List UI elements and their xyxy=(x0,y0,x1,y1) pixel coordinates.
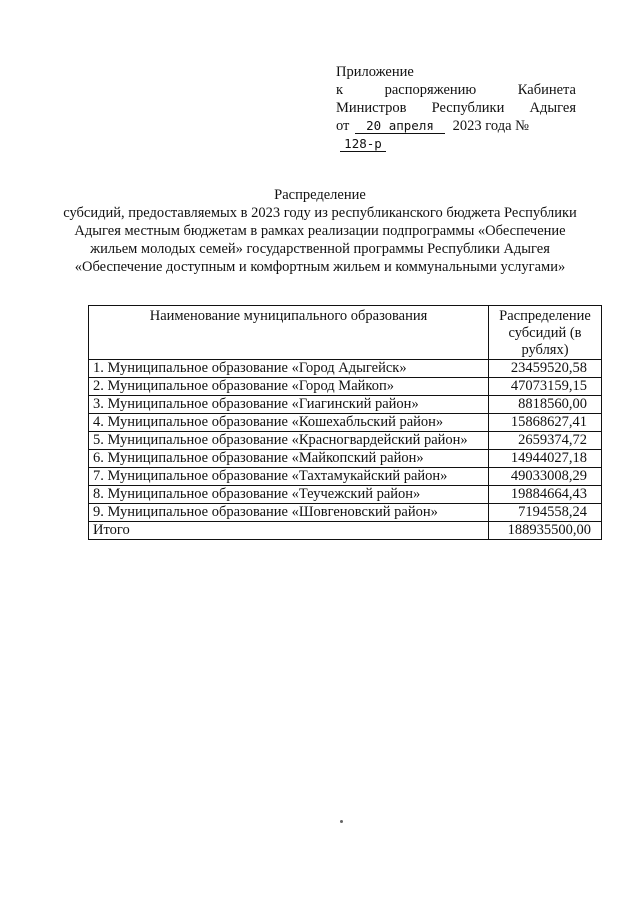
subsidy-amount: 14944027,18 xyxy=(489,450,602,468)
subsidy-amount: 47073159,15 xyxy=(489,378,602,396)
table-row xyxy=(89,468,602,486)
appendix-word: к xyxy=(336,82,344,98)
appendix-word: Адыгея xyxy=(529,100,576,116)
heading-body: субсидий, предоставляемых в 2023 году из республиканского бюджета Республики Адыгея местным бюджетам в рамках реализации подпрограммы «Обеспечение жильем молодых семей» государственной программы Республики Адыгея «Обеспечение доступным и комфортным жильем и коммунальными услугами» xyxy=(63,205,577,275)
appendix-date-line xyxy=(336,117,576,153)
subsidy-amount: 2659374,72 xyxy=(489,432,602,450)
document-heading xyxy=(60,186,580,276)
subsidy-amount: 15868627,41 xyxy=(489,414,602,432)
table-row xyxy=(89,504,602,522)
subsidy-amount: 23459520,58 xyxy=(489,360,602,378)
date-prefix: от xyxy=(336,118,350,134)
subsidy-amount: 7194558,24 xyxy=(489,504,602,522)
subsidy-amount: 19884664,43 xyxy=(489,486,602,504)
subsidy-amount: 49033008,29 xyxy=(489,468,602,486)
municipality-name: 7. Муниципальное образование «Тахтамукайский район» xyxy=(89,468,489,486)
municipality-name: 9. Муниципальное образование «Шовгеновский район» xyxy=(89,504,489,522)
header-amount: Распределение субсидий (в рублях) xyxy=(489,306,602,360)
table-row xyxy=(89,486,602,504)
table-row xyxy=(89,432,602,450)
table-total-row xyxy=(89,522,602,540)
appendix-word: распоряжению xyxy=(384,82,477,98)
appendix-word: Кабинета xyxy=(517,82,576,98)
municipality-name: 2. Муниципальное образование «Город Майкоп» xyxy=(89,378,489,396)
municipality-name: 6. Муниципальное образование «Майкопский район» xyxy=(89,450,489,468)
scan-speck xyxy=(340,820,343,823)
total-amount: 188935500,00 xyxy=(489,522,602,540)
date-day-handwritten: 20 апреля xyxy=(355,118,445,134)
appendix-line-3 xyxy=(336,99,576,117)
municipality-name: 8. Муниципальное образование «Теучежский район» xyxy=(89,486,489,504)
appendix-block xyxy=(336,63,576,153)
heading-title: Распределение xyxy=(274,187,366,203)
subsidy-distribution-table xyxy=(88,305,602,540)
header-municipality: Наименование муниципального образования xyxy=(89,306,489,360)
table-header-row xyxy=(89,306,602,360)
appendix-word: Министров xyxy=(336,100,407,116)
appendix-title: Приложение xyxy=(336,64,414,80)
total-label: Итого xyxy=(89,522,489,540)
table-row xyxy=(89,414,602,432)
document-number-handwritten: 128-р xyxy=(340,136,386,152)
table-row xyxy=(89,396,602,414)
appendix-word: Республики xyxy=(431,100,505,116)
subsidy-amount: 8818560,00 xyxy=(489,396,602,414)
municipality-name: 3. Муниципальное образование «Гиагинский район» xyxy=(89,396,489,414)
municipality-name: 4. Муниципальное образование «Кошехабльский район» xyxy=(89,414,489,432)
table-row xyxy=(89,378,602,396)
date-year: 2023 года № xyxy=(452,118,529,134)
municipality-name: 5. Муниципальное образование «Красногвардейский район» xyxy=(89,432,489,450)
table-row xyxy=(89,450,602,468)
table-row xyxy=(89,360,602,378)
appendix-line-2 xyxy=(336,81,576,99)
municipality-name: 1. Муниципальное образование «Город Адыгейск» xyxy=(89,360,489,378)
